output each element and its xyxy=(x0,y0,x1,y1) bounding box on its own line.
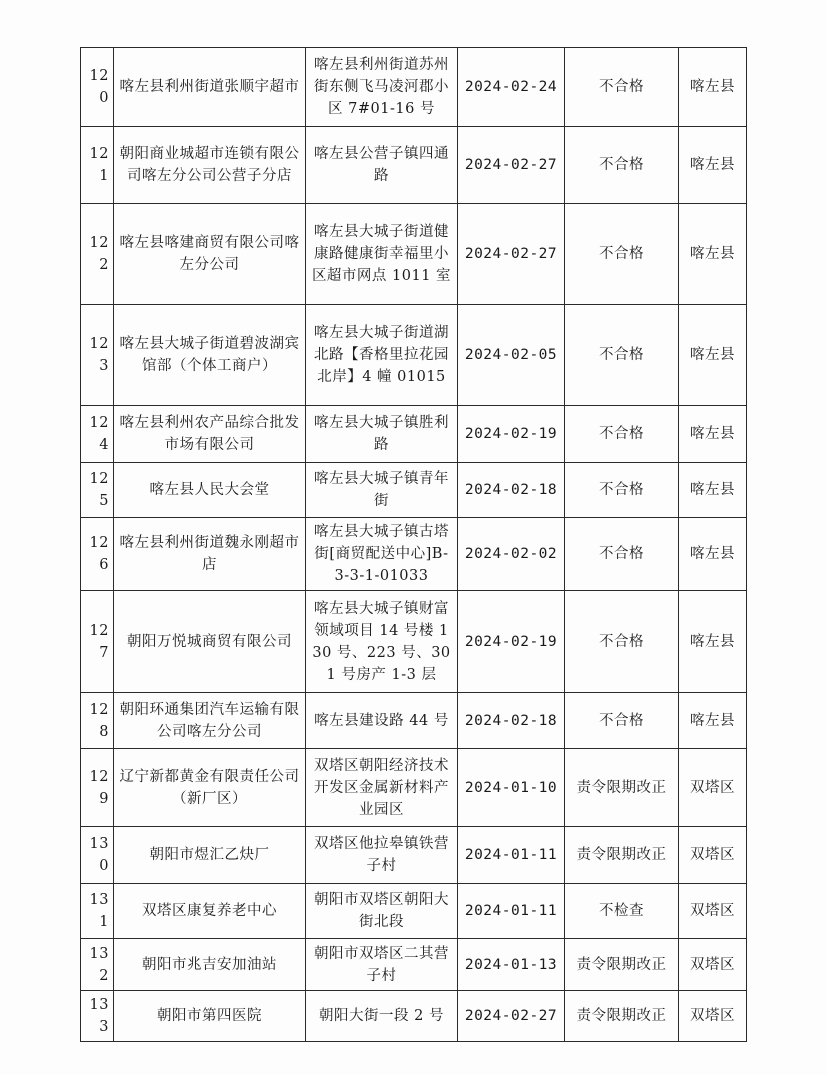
entity-name: 朝阳市煜汇乙炔厂 xyxy=(114,827,306,884)
row-number: 122 xyxy=(81,204,114,305)
inspection-result: 不合格 xyxy=(565,693,679,749)
row-number: 129 xyxy=(81,749,114,827)
table-row xyxy=(81,406,747,463)
entity-name: 朝阳环通集团汽车运输有限公司喀左分公司 xyxy=(114,693,306,749)
region: 喀左县 xyxy=(679,406,747,463)
entity-address: 喀左县利州街道苏州街东侧飞马凌河郡小区 7#01-16 号 xyxy=(306,48,458,127)
region: 喀左县 xyxy=(679,204,747,305)
inspection-result: 责令限期改正 xyxy=(565,749,679,827)
table-row xyxy=(81,127,747,204)
region: 双塔区 xyxy=(679,749,747,827)
entity-name: 双塔区康复养老中心 xyxy=(114,884,306,939)
inspection-result: 不合格 xyxy=(565,406,679,463)
entity-address: 双塔区他拉皋镇铁营子村 xyxy=(306,827,458,884)
entity-address: 双塔区朝阳经济技术开发区金属新材料产业园区 xyxy=(306,749,458,827)
region: 喀左县 xyxy=(679,693,747,749)
inspection-date: 2024-02-19 xyxy=(458,406,565,463)
entity-name: 喀左县利州街道张顺宇超市 xyxy=(114,48,306,127)
entity-name: 喀左县人民大会堂 xyxy=(114,463,306,518)
inspection-date: 2024-01-11 xyxy=(458,827,565,884)
table-row xyxy=(81,939,747,991)
region: 双塔区 xyxy=(679,939,747,991)
entity-address: 喀左县大城子镇古塔街[商贸配送中心]B-3-3-1-01033 xyxy=(306,518,458,591)
row-number: 123 xyxy=(81,305,114,406)
inspection-date: 2024-02-27 xyxy=(458,991,565,1042)
inspection-date: 2024-01-10 xyxy=(458,749,565,827)
inspection-result: 不合格 xyxy=(565,591,679,693)
region: 喀左县 xyxy=(679,48,747,127)
entity-name: 喀左县利州街道魏永刚超市店 xyxy=(114,518,306,591)
entity-name: 喀左县喀建商贸有限公司喀左分公司 xyxy=(114,204,306,305)
region: 喀左县 xyxy=(679,518,747,591)
table-row xyxy=(81,518,747,591)
table-row xyxy=(81,48,747,127)
inspection-date: 2024-02-18 xyxy=(458,463,565,518)
row-number: 132 xyxy=(81,939,114,991)
inspection-result: 不合格 xyxy=(565,204,679,305)
inspection-result: 不检查 xyxy=(565,884,679,939)
row-number: 131 xyxy=(81,884,114,939)
region: 喀左县 xyxy=(679,463,747,518)
inspection-date: 2024-02-05 xyxy=(458,305,565,406)
row-number: 124 xyxy=(81,406,114,463)
inspection-date: 2024-02-24 xyxy=(458,48,565,127)
entity-address: 喀左县大城子镇青年街 xyxy=(306,463,458,518)
inspection-result: 不合格 xyxy=(565,127,679,204)
inspection-result: 不合格 xyxy=(565,305,679,406)
inspection-result: 责令限期改正 xyxy=(565,827,679,884)
entity-address: 喀左县公营子镇四通路 xyxy=(306,127,458,204)
row-number: 128 xyxy=(81,693,114,749)
table-row xyxy=(81,749,747,827)
inspection-date: 2024-02-18 xyxy=(458,693,565,749)
table-body xyxy=(81,48,747,1042)
table-row xyxy=(81,591,747,693)
entity-name: 朝阳市第四医院 xyxy=(114,991,306,1042)
row-number: 133 xyxy=(81,991,114,1042)
entity-address: 喀左县大城子镇财富领域项目 14 号楼 130 号、223 号、301 号房产 1-3 层 xyxy=(306,591,458,693)
entity-name: 喀左县大城子街道碧波湖宾馆部（个体工商户） xyxy=(114,305,306,406)
table-row xyxy=(81,305,747,406)
inspection-result: 不合格 xyxy=(565,48,679,127)
region: 双塔区 xyxy=(679,827,747,884)
entity-address: 喀左县大城子街道湖北路【香格里拉花园北岸】4 幢 01015 xyxy=(306,305,458,406)
entity-address: 朝阳市双塔区朝阳大街北段 xyxy=(306,884,458,939)
entity-name: 辽宁新都黄金有限责任公司（新厂区） xyxy=(114,749,306,827)
entity-address: 喀左县大城子镇胜利路 xyxy=(306,406,458,463)
entity-address: 朝阳大街一段 2 号 xyxy=(306,991,458,1042)
row-number: 130 xyxy=(81,827,114,884)
inspection-date: 2024-01-11 xyxy=(458,884,565,939)
row-number: 126 xyxy=(81,518,114,591)
region: 喀左县 xyxy=(679,127,747,204)
region: 双塔区 xyxy=(679,991,747,1042)
inspection-result: 不合格 xyxy=(565,463,679,518)
inspection-date: 2024-02-19 xyxy=(458,591,565,693)
table-row xyxy=(81,884,747,939)
entity-name: 朝阳商业城超市连锁有限公司喀左分公司公营子分店 xyxy=(114,127,306,204)
row-number: 120 xyxy=(81,48,114,127)
entity-name: 朝阳万悦城商贸有限公司 xyxy=(114,591,306,693)
table-row xyxy=(81,204,747,305)
region: 双塔区 xyxy=(679,884,747,939)
row-number: 125 xyxy=(81,463,114,518)
entity-name: 朝阳市兆吉安加油站 xyxy=(114,939,306,991)
entity-address: 喀左县大城子街道健康路健康街幸福里小区超市网点 1011 室 xyxy=(306,204,458,305)
entity-name: 喀左县利州农产品综合批发市场有限公司 xyxy=(114,406,306,463)
inspection-records-table xyxy=(80,47,747,1042)
table-row xyxy=(81,693,747,749)
inspection-date: 2024-02-27 xyxy=(458,127,565,204)
region: 喀左县 xyxy=(679,591,747,693)
entity-address: 朝阳市双塔区二其营子村 xyxy=(306,939,458,991)
inspection-date: 2024-02-27 xyxy=(458,204,565,305)
row-number: 127 xyxy=(81,591,114,693)
row-number: 121 xyxy=(81,127,114,204)
region: 喀左县 xyxy=(679,305,747,406)
inspection-result: 不合格 xyxy=(565,518,679,591)
inspection-result: 责令限期改正 xyxy=(565,939,679,991)
table-row xyxy=(81,463,747,518)
inspection-date: 2024-02-02 xyxy=(458,518,565,591)
table-row xyxy=(81,827,747,884)
table-row xyxy=(81,991,747,1042)
inspection-date: 2024-01-13 xyxy=(458,939,565,991)
inspection-result: 责令限期改正 xyxy=(565,991,679,1042)
entity-address: 喀左县建设路 44 号 xyxy=(306,693,458,749)
